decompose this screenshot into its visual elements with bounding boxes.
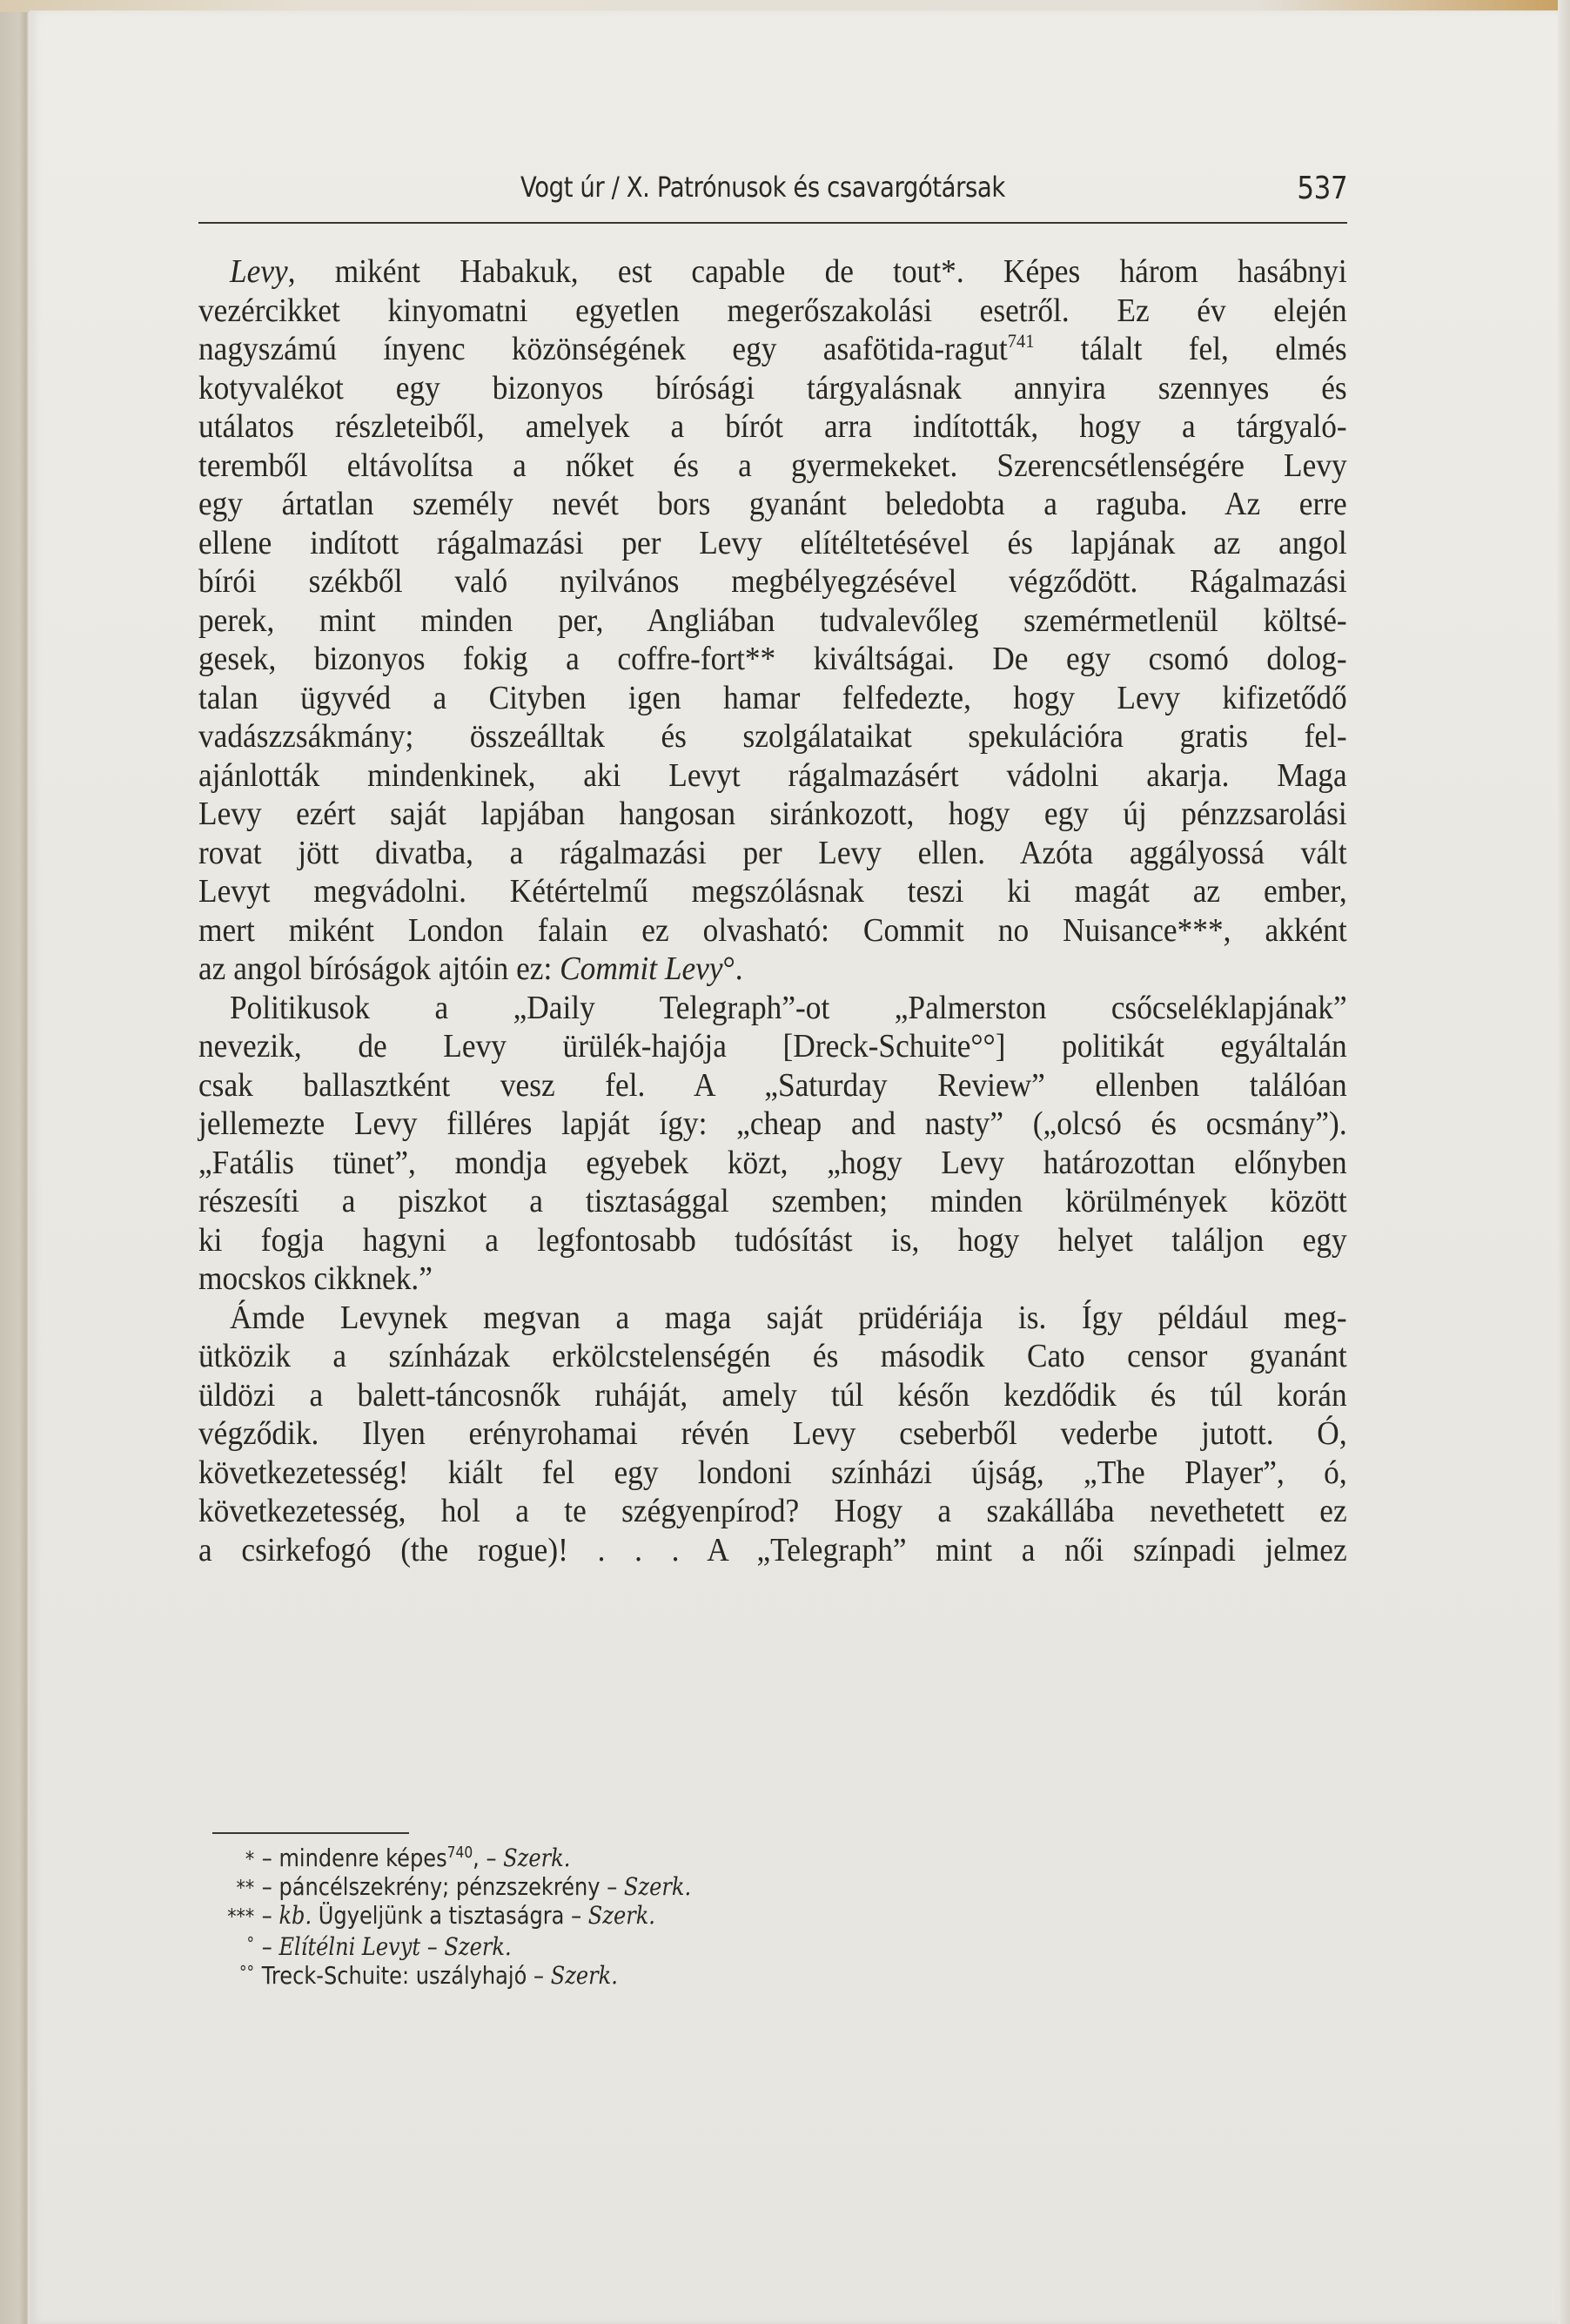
text-line-content — [198, 1182, 1347, 1221]
text-line-content — [230, 1299, 1347, 1338]
text-segment: az angol bíróságok ajtóin ez: — [198, 950, 560, 987]
footnote-text: – páncélszekrény; pénzszekrény – — [261, 1872, 624, 1901]
text-line — [198, 640, 1347, 679]
text-line — [198, 292, 1347, 331]
text-line-content — [230, 252, 1347, 292]
text-line — [198, 485, 1347, 524]
text-segment: nevezik, de Levy ürülék-hajója [Dreck-Schuite°°] politikát egyáltalán — [198, 1028, 1347, 1065]
footnote-text: , – — [473, 1844, 504, 1872]
text-line — [198, 1027, 1347, 1066]
text-line-content — [198, 756, 1347, 796]
text-line-content — [198, 407, 1347, 447]
text-line-content — [198, 640, 1347, 679]
text-segment: vezércikket kinyomatni egyetlen megerőszakolási esetről. Ez év elején — [198, 292, 1347, 329]
body-text — [198, 252, 1347, 1569]
running-title: Vogt úr / X. Patrónusok és csavargótársak — [520, 171, 1005, 204]
text-line — [198, 252, 1347, 292]
text-line-content — [198, 562, 1347, 601]
text-line-content — [198, 1221, 1347, 1260]
text-line — [198, 330, 1347, 369]
text-line — [198, 1337, 1347, 1376]
text-segment: perek, mint minden per, Angliában tudvalevőleg szemérmetlenül költsé- — [198, 601, 1347, 639]
text-line — [198, 447, 1347, 486]
footnotes — [212, 1844, 822, 1990]
text-segment: . Képes három hasábnyi — [956, 253, 1347, 290]
text-line — [198, 1492, 1347, 1531]
text-line-content — [198, 1337, 1347, 1376]
text-segment: * — [941, 253, 956, 290]
text-line — [198, 562, 1347, 601]
text-segment: teremből eltávolítsa a nőket és a gyermekeket. Szerencsétlenségére Levy — [198, 447, 1347, 484]
text-segment: Levyt megvádolni. Kétértelmű megszólásnak teszi ki magát az ember, — [198, 873, 1347, 910]
footnote-text: Ügyeljünk a tisztaságra – — [312, 1901, 588, 1930]
text-line-content — [198, 1414, 1347, 1454]
text-line-content — [198, 950, 1347, 989]
text-line — [198, 756, 1347, 796]
text-line — [198, 1414, 1347, 1454]
text-line-content — [230, 989, 1347, 1028]
text-segment: végződik. Ilyen erényrohamai révén Levy cseberből vederbe jutott. Ó, — [198, 1415, 1347, 1452]
text-line — [198, 1066, 1347, 1105]
text-line-content — [198, 1454, 1347, 1493]
text-line-content — [198, 795, 1347, 834]
text-line — [198, 989, 1347, 1028]
footnote-marker: *** — [227, 1904, 255, 1929]
text-line — [198, 1299, 1347, 1338]
text-line-content — [198, 717, 1347, 756]
text-segment: következetesség! kiált fel egy londoni színházi újság, „The Player”, ó, — [198, 1454, 1347, 1491]
text-segment: ellene indított rágalmazási per Levy elítéltetésével és lapjának az angol — [198, 524, 1347, 561]
footnote-text: – — [261, 1932, 279, 1961]
text-line — [198, 601, 1347, 641]
footnote — [212, 1872, 736, 1901]
text-line-content — [198, 292, 1347, 331]
italic-text: Szerk. — [444, 1932, 512, 1961]
italic-text: Elítélni Levyt — [278, 1932, 421, 1961]
italic-text: Szerk. — [503, 1844, 571, 1872]
footnote-marker: ° — [246, 1933, 255, 1954]
footnote-text: Treck-Schuite: uszályhajó – — [261, 1961, 551, 1990]
text-line-content — [198, 679, 1347, 718]
footnote-text: – — [420, 1932, 445, 1961]
text-line-content — [198, 1144, 1347, 1183]
text-segment: talan ügyvéd a Cityben igen hamar felfedezte, hogy Levy kifizetődő — [198, 679, 1347, 716]
text-segment: következetesség, hol a te szégyenpírod? Hogy a szakállába nevethetett ez — [198, 1493, 1347, 1529]
text-segment: részesíti a piszkot a tisztasággal szemben; minden körülmények között — [198, 1183, 1347, 1219]
text-line-content — [198, 1376, 1347, 1415]
text-line-content — [198, 1066, 1347, 1105]
text-line-content — [198, 485, 1347, 524]
text-line — [198, 911, 1347, 950]
text-segment: jellemezte Levy filléres lapját így: „cheap and nasty” („olcsó és ocsmány”). — [198, 1105, 1347, 1142]
footnote-text: – — [261, 1901, 279, 1930]
text-segment: tálalt fel, elmés — [1034, 331, 1347, 367]
text-segment: üldözi a balett-táncosnők ruháját, amely túl későn kezdődik és túl korán — [198, 1376, 1347, 1414]
text-segment: utálatos részleteiből, amelyek a bírót arra indították, hogy a tárgyaló- — [198, 408, 1347, 445]
footnote — [212, 1844, 736, 1872]
italic-text: Szerk. — [550, 1961, 618, 1990]
text-line — [198, 1221, 1347, 1260]
header-rule — [198, 222, 1347, 224]
text-line — [198, 1259, 1347, 1299]
text-segment: gesek, bizonyos fokig a coffre-fort** kiváltságai. De egy csomó dolog- — [198, 641, 1347, 677]
text-segment: mocskos cikknek.” — [198, 1260, 433, 1297]
superscript-note-ref: 741 — [1007, 330, 1035, 352]
italic-text: Commit Levy — [560, 950, 723, 987]
italic-text: Levy — [230, 253, 288, 290]
text-line — [198, 679, 1347, 718]
superscript-note-ref: 740 — [446, 1844, 473, 1862]
text-segment: bírói székből való nyilvános megbélyegzésével végződött. Rágalmazási — [198, 563, 1347, 600]
text-line — [198, 834, 1347, 873]
text-segment: ütközik a színházak erkölcstelenségén és második Cato censor gyanánt — [198, 1338, 1347, 1374]
italic-text: Szerk. — [587, 1901, 655, 1930]
text-line-content — [198, 1531, 1347, 1570]
text-segment: , miként Habakuk, est capable de tout — [287, 253, 942, 290]
text-segment: °. — [722, 950, 743, 987]
text-line — [198, 524, 1347, 563]
text-line — [198, 1182, 1347, 1221]
text-line — [198, 1144, 1347, 1183]
text-line — [198, 717, 1347, 756]
text-segment: Politikusok a „Daily Telegraph”-ot „Palmerston csőcseléklapjának” — [230, 989, 1347, 1026]
text-line-content — [198, 601, 1347, 641]
book-right-edge — [1558, 0, 1570, 2324]
text-segment: csak ballasztként vesz fel. A „Saturday Review” ellenben találóan — [198, 1066, 1347, 1104]
text-line — [198, 1105, 1347, 1144]
footnote-separator — [212, 1832, 409, 1834]
text-segment: kotyvalékot egy bizonyos bírósági tárgyalásnak annyira szennyes és — [198, 369, 1347, 406]
text-segment: ki fogja hagyni a legfontosabb tudósítást is, hogy helyet találjon egy — [198, 1221, 1347, 1259]
text-line-content — [198, 330, 1347, 369]
text-line — [198, 1454, 1347, 1493]
footnote-text: – mindenre képes — [261, 1844, 447, 1872]
text-segment: mert miként London falain ez olvasható: Commit no Nuisance***, akként — [198, 911, 1347, 949]
footnote-marker: ** — [236, 1876, 255, 1900]
text-line — [198, 950, 1347, 989]
text-line — [198, 1376, 1347, 1415]
text-line-content — [198, 872, 1347, 911]
text-line-content — [198, 1027, 1347, 1066]
text-segment: Ámde Levynek megvan a maga saját prüdériája is. Így például meg- — [230, 1299, 1347, 1336]
text-line-content — [198, 1492, 1347, 1531]
text-line-content — [198, 1105, 1347, 1144]
text-line — [198, 872, 1347, 911]
text-segment: vadászzsákmány; összeálltak és szolgálataikat spekulációra gratis fel- — [198, 718, 1347, 755]
text-line-content — [198, 524, 1347, 563]
italic-text: Szerk. — [623, 1872, 692, 1901]
text-line-content — [198, 911, 1347, 950]
page-number: 537 — [1297, 171, 1347, 206]
footnote-marker: * — [245, 1847, 255, 1871]
footnote-marker: °° — [238, 1962, 255, 1983]
text-segment: rovat jött divatba, a rágalmazási per Levy ellen. Azóta aggályossá vált — [198, 834, 1347, 871]
text-segment: Levy ezért saját lapjában hangosan siránkozott, hogy egy új pénzzsarolási — [198, 796, 1347, 832]
text-segment: nagyszámú ínyenc közönségének egy asafötida-ragut — [198, 331, 1008, 367]
page-header — [520, 171, 1347, 214]
text-segment: a csirkefogó (the rogue)! . . . A „Telegraph” mint a női színpadi jelmez — [198, 1531, 1347, 1568]
text-segment: „Fatális tünet”, mondja egyebek közt, „hogy Levy határozottan előnyben — [198, 1144, 1347, 1181]
text-line-content — [198, 369, 1347, 408]
footnote — [212, 1901, 736, 1930]
text-line-content — [198, 447, 1347, 486]
text-line — [198, 407, 1347, 447]
italic-text: kb. — [278, 1901, 312, 1930]
text-line — [198, 1531, 1347, 1570]
text-segment: ajánlották mindenkinek, aki Levyt rágalmazásért vádolni akarja. Maga — [198, 756, 1347, 794]
footnote — [212, 1930, 736, 1961]
text-line — [198, 795, 1347, 834]
footnote — [212, 1958, 736, 1990]
text-line — [198, 369, 1347, 408]
text-segment: egy ártatlan személy nevét bors gyanánt beledobta a raguba. Az erre — [198, 486, 1347, 522]
text-line-content — [198, 1259, 1347, 1299]
text-line-content — [198, 834, 1347, 873]
